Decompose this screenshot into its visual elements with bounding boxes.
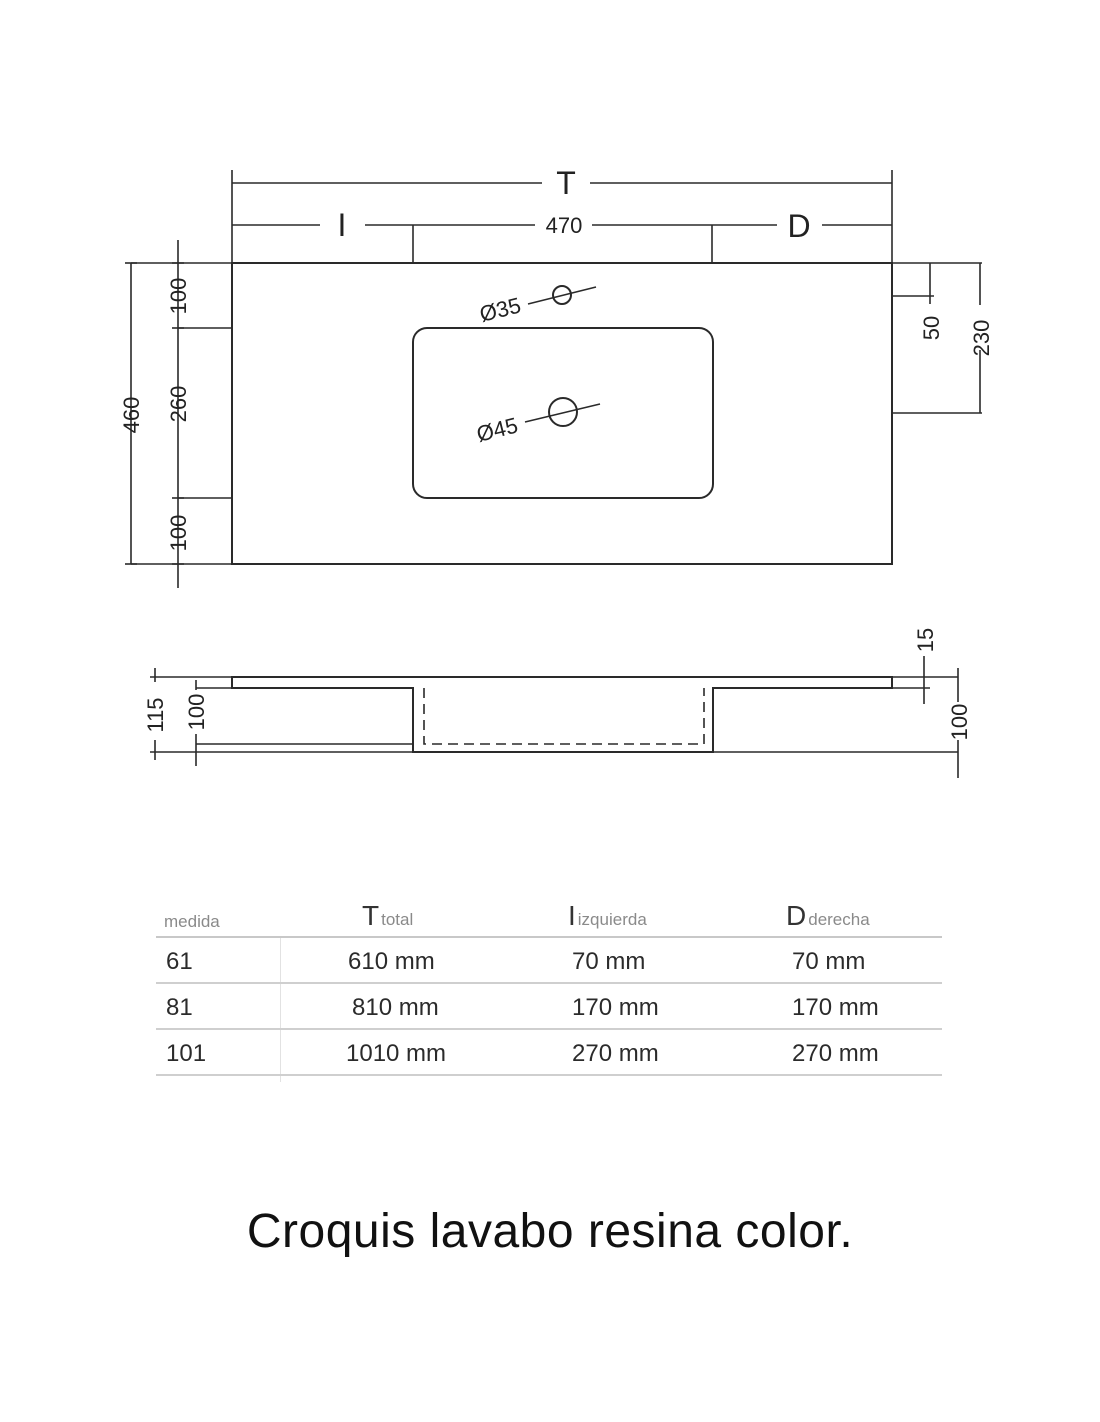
cell-derecha: 170 mm — [792, 994, 879, 1021]
dim-15-label: 15 — [913, 627, 938, 653]
dimensions-table — [156, 896, 942, 1076]
dim-I-label: I — [337, 207, 347, 243]
side-view — [143, 628, 972, 778]
dim-260-label: 260 — [166, 385, 191, 423]
cell-total: 810 mm — [352, 994, 439, 1021]
dim-470-label: 470 — [545, 213, 583, 238]
cell-medida: 81 — [166, 994, 193, 1021]
table-row — [156, 1030, 942, 1076]
cell-izquierda: 70 mm — [572, 948, 646, 975]
header-total: Ttotal — [362, 900, 414, 931]
drain-hole-45 — [549, 398, 577, 426]
cell-derecha: 270 mm — [792, 1040, 879, 1067]
cell-total: 610 mm — [348, 948, 435, 975]
hole-45-label: Ø45 — [473, 412, 521, 447]
dim-460-label: 460 — [119, 396, 144, 434]
dim-100-right-label: 100 — [947, 703, 972, 741]
table-row — [156, 984, 942, 1030]
table-row — [156, 938, 942, 984]
header-medida: medida — [164, 912, 220, 931]
dim-115-label: 115 — [143, 697, 168, 733]
dim-230-label: 230 — [969, 319, 994, 357]
cell-derecha: 70 mm — [792, 948, 866, 975]
caption: Croquis lavabo resina color. — [246, 1205, 854, 1258]
header-derecha: Dderecha — [786, 900, 870, 931]
basin-inner-dashed — [424, 688, 704, 744]
cell-izquierda: 170 mm — [572, 994, 659, 1021]
dim-100-top-label: 100 — [166, 277, 191, 315]
dim-D-label: D — [787, 208, 811, 244]
header-izquierda: Iizquierda — [568, 900, 647, 931]
table-header — [156, 896, 942, 938]
dim-100-left-label: 100 — [184, 693, 209, 731]
hole-35-label: Ø35 — [476, 292, 524, 327]
top-view — [119, 165, 994, 588]
dim-100-bottom-label: 100 — [166, 514, 191, 552]
cell-medida: 101 — [166, 1040, 207, 1067]
side-profile — [232, 677, 892, 752]
dim-50-label: 50 — [919, 315, 944, 341]
cell-izquierda: 270 mm — [572, 1040, 659, 1067]
dim-T-label: T — [556, 165, 576, 201]
cell-medida: 61 — [166, 948, 193, 975]
cell-total: 1010 mm — [346, 1040, 447, 1067]
